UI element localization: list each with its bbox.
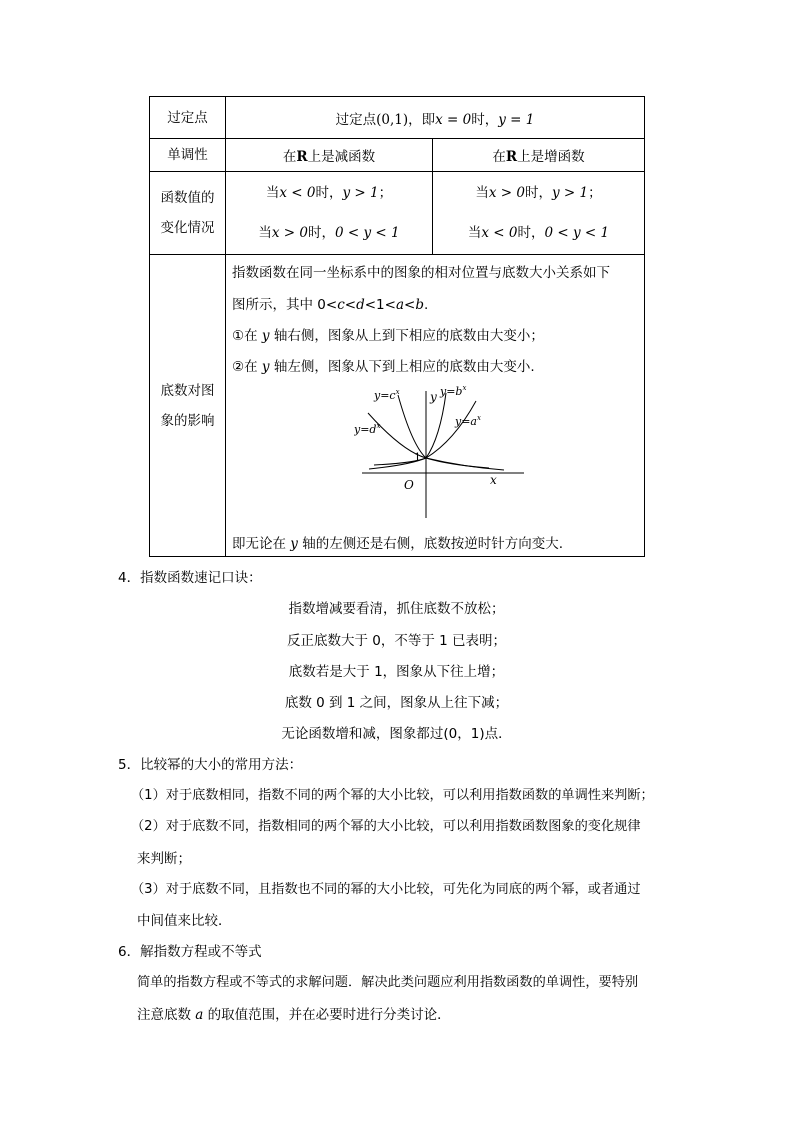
row-monotonicity [150, 139, 645, 172]
y-axis-label: y [430, 390, 437, 404]
mnemonic-line-2: 反正底数大于 0，不等于 1 已表明； [286, 633, 507, 649]
section5-item1: （1）对于底数相同，指数不同的两个幂的大小比较，可以利用指数函数的单调性来判断； [131, 788, 654, 803]
label-fixed-point: 过定点 [150, 97, 226, 139]
one-label: 1 [414, 451, 421, 464]
section5-item3-line1: （3）对于底数不同，且指数也不同的幂的大小比较，可先化为同底的两个幂，或者通过 [131, 882, 641, 897]
base-effect-line5: 即无论在 y 轴的左侧还是右侧，底数按逆时针方向变大. [232, 536, 564, 552]
value-change-left-line1: 当x < 0时，y > 1； [265, 185, 393, 201]
exponential-graph [354, 383, 544, 523]
base-effect-line3: ①在 y 轴右侧，图象从上到下相应的底数由大变小； [232, 328, 544, 344]
value-change-right [433, 172, 645, 255]
label-value-change [150, 172, 226, 255]
label-curve-d: $y=d^x$ [354, 422, 381, 436]
mono-left-R: R [296, 149, 308, 165]
mono-right-post: 上是增函数 [517, 149, 585, 165]
fixed-point-text-b: ，即 [408, 111, 436, 128]
x-axis-label: x [490, 473, 497, 487]
label-curve-c: $y=c^x$ [374, 388, 400, 402]
section5-item3-line2: 中间值来比较． [137, 913, 232, 929]
value-change-right-line2: 当x < 0时，0 < y < 1 [467, 225, 610, 241]
curve-c [398, 395, 489, 468]
label-monotonicity: 单调性 [150, 139, 226, 172]
row-value-change [150, 172, 645, 255]
value-change-right-line1: 当x > 0时，y > 1； [475, 185, 602, 201]
label-value-change-line1: 函数值的 [160, 190, 215, 206]
section6-line1: 简单的指数方程或不等式的求解问题．解决此类问题应利用指数函数的单调性，要特别 [137, 975, 639, 990]
fixed-point-text: 过定点 [335, 111, 377, 128]
label-value-change-line2: 变化情况 [160, 220, 215, 236]
curve-a [369, 401, 476, 469]
mono-right-R: R [505, 149, 518, 165]
fixed-point-text-c: 时， [471, 111, 499, 128]
base-effect-line1: 指数函数在同一坐标系中的图象的相对位置与底数大小关系如下 [232, 265, 610, 281]
row-base-effect [150, 255, 645, 557]
fixed-point-coord: (0,1) [376, 111, 409, 128]
base-effect-content [226, 255, 645, 557]
mnemonic-line-5: 无论函数增和减，图象都过(0，1)点． [281, 726, 512, 742]
section6-line2: 注意底数 a 的取值范围，并在必要时进行分类讨论． [137, 1007, 451, 1023]
base-effect-line2: 图所示，其中 0<c<d<1<a<b. [232, 297, 429, 313]
monotonicity-increasing [433, 139, 645, 172]
origin-label: O [404, 478, 414, 492]
label-base-effect [150, 255, 226, 557]
section6-heading: 6．解指数方程或不等式 [118, 944, 262, 960]
section5-item2-line1: （2）对于底数不同，指数相同的两个幂的大小比较，可以利用指数函数图象的变化规律 [131, 819, 641, 834]
value-change-left [226, 172, 433, 255]
curve-d [368, 413, 504, 470]
monotonicity-decreasing [226, 139, 433, 172]
base-effect-line4: ②在 y 轴左侧，图象从下到上相应的底数由大变小. [232, 359, 535, 375]
label-curve-b: $y=b^x$ [440, 384, 467, 398]
fixed-point-cond: x = 0 [435, 111, 472, 128]
mnemonic-line-4: 底数 0 到 1 之间，图象从上往下减； [284, 695, 509, 711]
mono-left-pre: 在 [282, 149, 297, 165]
label-base-effect-line1: 底数对图 [160, 382, 215, 399]
mono-right-pre: 在 [492, 149, 506, 165]
fixed-point-content [226, 97, 645, 139]
mnemonic-line-3: 底数若是大于 1，图象从下往上增； [288, 664, 505, 680]
label-base-effect-line2: 象的影响 [160, 412, 215, 429]
section5-item2-line2: 来判断； [137, 851, 191, 867]
row-fixed-point [150, 97, 645, 139]
label-curve-a: $y=a^x$ [455, 414, 481, 428]
properties-table [149, 96, 645, 557]
section5-heading: 5．比较幂的大小的常用方法： [118, 757, 303, 773]
mnemonic-line-1: 指数增减要看清，抓住底数不放松； [288, 601, 505, 617]
value-change-left-line2: 当x > 0时，0 < y < 1 [258, 225, 400, 241]
section4-heading: 4．指数函数速记口诀： [118, 570, 262, 586]
mono-left-post: 上是减函数 [307, 149, 376, 165]
fixed-point-result: y = 1 [498, 111, 535, 128]
